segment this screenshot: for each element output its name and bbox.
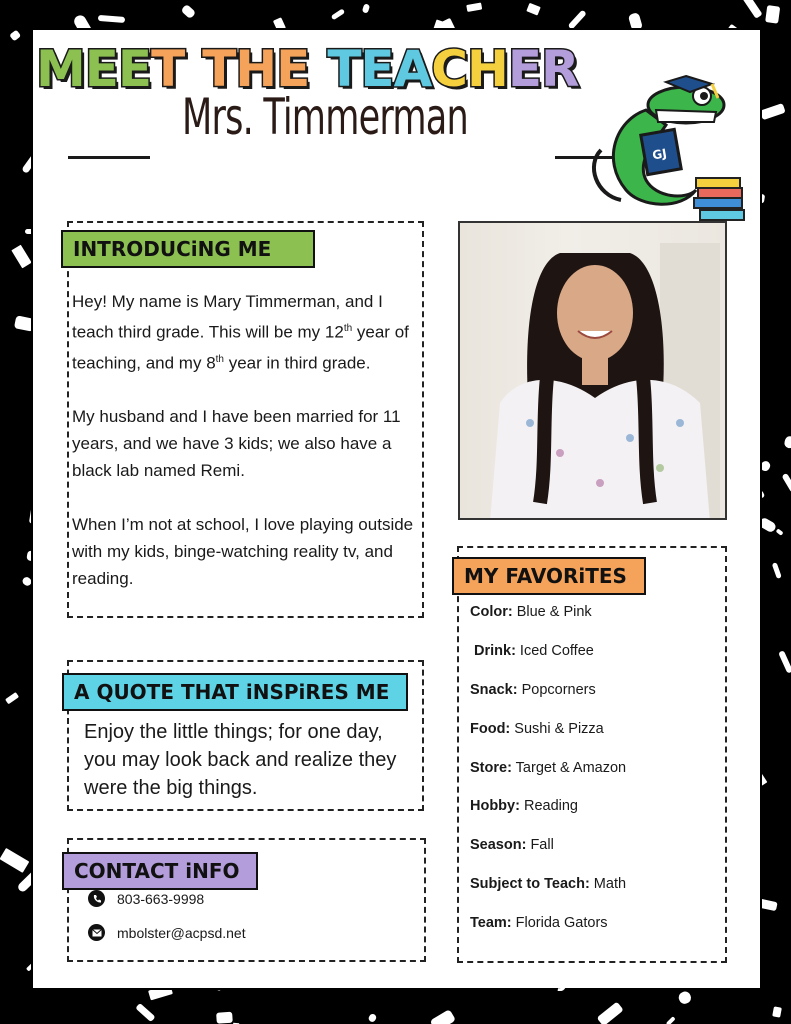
speckle — [760, 104, 786, 121]
footer-letter: t — [184, 964, 197, 992]
speckle — [772, 1007, 782, 1019]
favorite-value: Florida Gators — [511, 915, 608, 932]
speckle — [567, 9, 586, 29]
phone-icon — [88, 890, 105, 907]
title-letter: M — [36, 40, 85, 98]
title-letter: R — [541, 40, 579, 98]
title-word — [36, 40, 184, 100]
favorite-item — [470, 909, 720, 948]
quote-text: Enjoy the little things; for one day, you may look back and realize they were the big things. — [84, 721, 397, 799]
speckle — [765, 5, 780, 24]
footer-letter: e — [443, 964, 460, 992]
footer-letter: n — [467, 964, 485, 992]
contact-email-row — [88, 924, 246, 941]
footer-letter: r — [98, 964, 110, 992]
footer-letter: a — [512, 964, 530, 992]
contact-email[interactable]: mbolster@acpsd.net — [117, 924, 246, 941]
speckle — [181, 4, 196, 19]
speckle — [331, 8, 345, 20]
footer-letter: o — [696, 964, 714, 992]
footer-letter: m — [409, 964, 435, 992]
speckle — [361, 3, 369, 13]
favorites-label: MY FAVORiTES — [452, 557, 646, 595]
speckle — [781, 472, 791, 493]
favorite-key: Snack: — [470, 681, 518, 698]
favorite-item — [470, 870, 720, 909]
favorite-key: Season: — [470, 837, 527, 854]
contact-phone[interactable]: 803-663-9998 — [117, 890, 205, 907]
speckle — [784, 435, 791, 449]
favorite-value: Fall — [526, 837, 554, 854]
favorite-value: Target & Amazon — [511, 759, 627, 776]
contact-label: CONTACT iNFO — [62, 852, 258, 890]
title-letter: T — [202, 40, 236, 98]
speckle — [779, 650, 791, 674]
favorite-item — [470, 637, 720, 676]
title-letter: E — [117, 40, 152, 98]
title-letter: T — [327, 40, 361, 98]
favorite-key: Hobby: — [470, 798, 520, 815]
school-name-footer — [70, 964, 730, 992]
intro-paragraph-2: My husband and I have been married for 11 years, and we have 3 kids; we also have a black lab named Remi. — [72, 407, 401, 481]
footer-letter: r — [537, 964, 550, 992]
footer-letter: l — [269, 964, 278, 992]
speckle — [467, 2, 483, 11]
favorite-key: Food: — [470, 720, 511, 737]
speckle — [429, 1009, 456, 1024]
title-letter: T — [151, 40, 185, 98]
speckle — [216, 1012, 233, 1024]
footer-letter: n — [142, 964, 160, 992]
teacher-name: Mrs. Timmerman — [182, 88, 468, 146]
title-letter: H — [466, 40, 508, 98]
speckle — [596, 1001, 623, 1024]
footer-letter: t — [493, 964, 505, 992]
footer-letter: e — [385, 964, 402, 992]
favorite-item — [470, 792, 720, 831]
favorite-item — [470, 676, 720, 715]
speckle — [98, 15, 126, 23]
favorite-value: Popcorners — [517, 681, 596, 698]
favorite-value: Math — [589, 876, 627, 893]
footer-letter: e — [302, 964, 319, 992]
speckle — [135, 1003, 155, 1022]
footer-letter: E — [343, 964, 361, 992]
mascot-badge: GJ — [651, 146, 668, 163]
favorite-item — [470, 598, 720, 637]
footer-letter: a — [118, 964, 135, 992]
speckle — [5, 692, 19, 704]
footer-letter: o — [671, 964, 689, 992]
footer-letter: i — [253, 964, 262, 992]
speckle — [9, 29, 21, 41]
title-letter: E — [84, 40, 118, 98]
teacher-portrait-image — [460, 223, 727, 520]
footer-letter: e — [204, 964, 221, 992]
footer-letter — [327, 964, 335, 992]
speckle — [666, 1016, 676, 1024]
favorite-item — [470, 831, 720, 870]
footer-letter: l — [286, 964, 295, 992]
footer-letter: c — [623, 964, 639, 992]
footer-letter: l — [368, 964, 377, 992]
footer-letter: l — [721, 964, 730, 992]
speckle — [0, 848, 30, 873]
intro-paragraph-3: When I’m not at school, I love playing outside with my kids, binge-watching reality tv, and reading. — [72, 515, 414, 589]
footer-letter: S — [598, 964, 616, 992]
footer-letter — [582, 964, 590, 992]
favorite-item — [470, 715, 720, 754]
title-letter: E — [276, 40, 310, 98]
intro-label: INTRODUCiNG ME — [61, 230, 315, 268]
footer-letter: h — [646, 964, 664, 992]
speckle — [368, 1013, 378, 1023]
intro-text — [72, 288, 424, 619]
title-letter: A — [393, 40, 432, 98]
contact-phone-row — [88, 890, 204, 907]
gator-mascot-icon — [586, 70, 746, 225]
favorite-value: Sushi & Pizza — [510, 720, 604, 737]
favorite-key: Color: — [470, 604, 513, 620]
speckle — [526, 3, 541, 16]
email-icon — [88, 924, 105, 941]
title-rule-left — [68, 156, 150, 159]
quote-label: A QUOTE THAT iNSPiRES ME — [62, 673, 408, 711]
favorite-item — [470, 754, 720, 793]
favorite-key: Subject to Teach: — [470, 876, 590, 893]
footer-letter: G — [70, 964, 90, 992]
speckle — [772, 562, 782, 578]
favorite-value: Blue & Pink — [512, 604, 592, 620]
favorite-key: Team: — [470, 915, 512, 932]
speckle — [11, 245, 31, 269]
favorites-list — [470, 598, 720, 948]
title-letter: E — [507, 40, 541, 98]
speckle — [775, 529, 783, 537]
intro-paragraph-1: Hey! My name is Mary Timmerman, and I teach third grade. This will be my 12th year of teaching, and my 8th year in third grade. — [72, 292, 409, 373]
favorite-value: Iced Coffee — [515, 642, 594, 659]
favorite-key: Store: — [470, 759, 512, 776]
footer-letter: v — [229, 964, 245, 992]
title-letter: E — [360, 40, 394, 98]
favorite-value: Reading — [519, 798, 578, 815]
title-letter: H — [235, 40, 277, 98]
speckle — [741, 0, 762, 19]
footer-letter: i — [168, 964, 177, 992]
favorite-key: Drink: — [474, 642, 516, 659]
title-letter: C — [431, 40, 467, 98]
footer-letter: y — [557, 964, 574, 992]
teacher-photo — [458, 221, 727, 520]
